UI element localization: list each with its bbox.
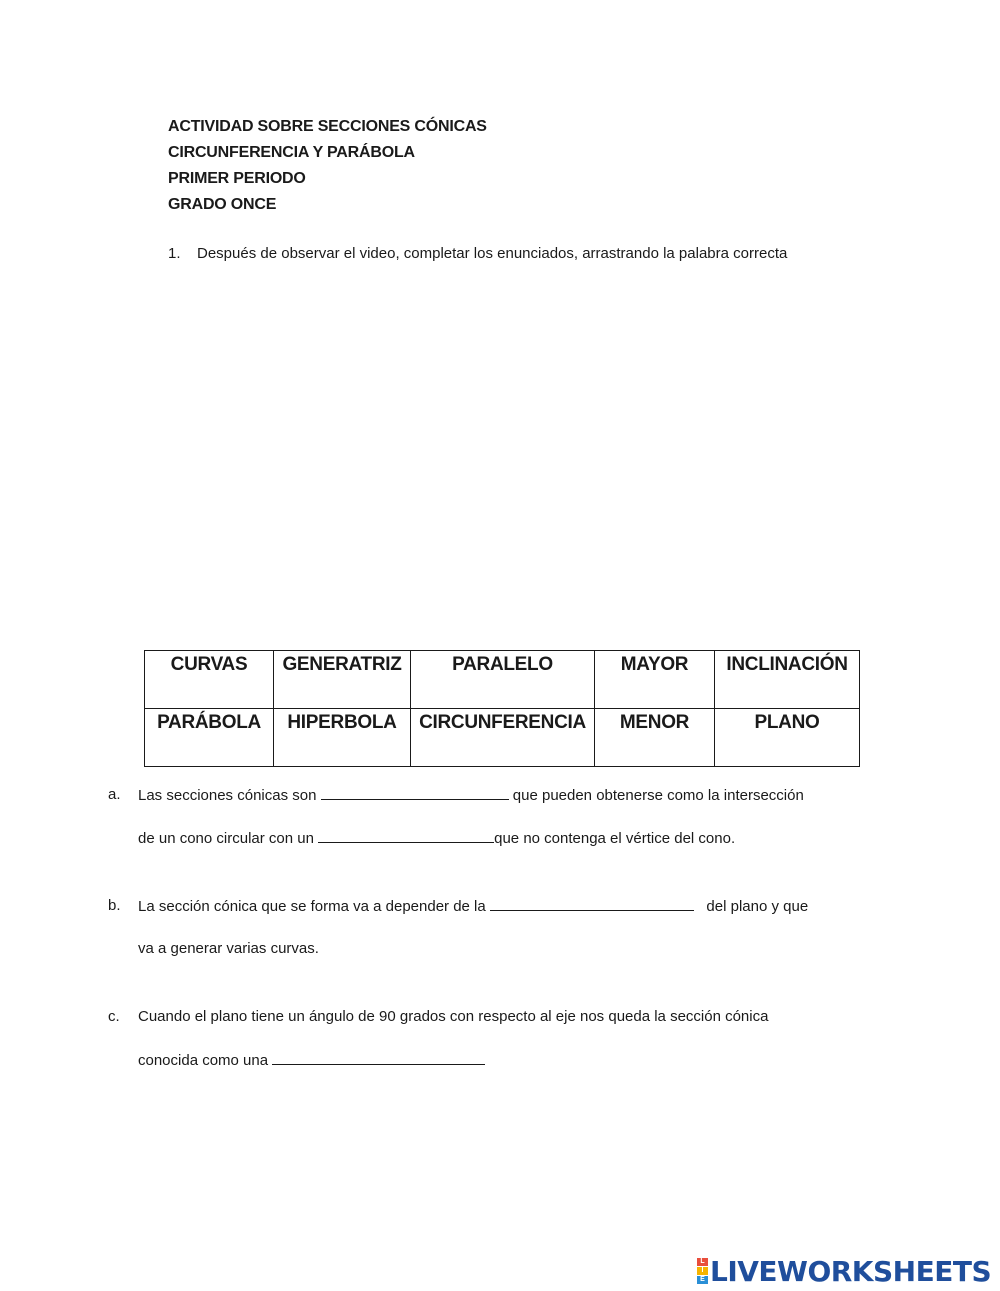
logo-text: LIVEWORKSHEETS — [710, 1254, 992, 1288]
question-a-line2 — [138, 828, 735, 849]
logo-box-letter: E — [697, 1276, 708, 1284]
answer-blank-b[interactable] — [490, 896, 694, 911]
answer-blank-c[interactable] — [272, 1050, 485, 1065]
word-plano[interactable]: PLANO — [715, 709, 860, 767]
word-circunferencia[interactable]: CIRCUNFERENCIA — [411, 709, 595, 767]
question-a-text: que pueden obtenerse como la intersección — [512, 787, 804, 804]
question-c-line1: Cuando el plano tiene un ángulo de 90 grados con respecto al eje nos queda la sección cónica — [138, 1008, 769, 1025]
word-parabola[interactable]: PARÁBOLA — [145, 709, 274, 767]
word-mayor[interactable]: MAYOR — [595, 651, 715, 709]
logo-box-letter: I — [697, 1267, 708, 1275]
question-c-line2 — [138, 1050, 485, 1071]
word-menor[interactable]: MENOR — [595, 709, 715, 767]
word-paralelo[interactable]: PARALELO — [411, 651, 595, 709]
word-bank-table — [144, 650, 860, 767]
logo-icon — [697, 1258, 708, 1285]
answer-blank-a2[interactable] — [318, 828, 494, 843]
word-inclinacion[interactable]: INCLINACIÓN — [715, 651, 860, 709]
word-curvas[interactable]: CURVAS — [145, 651, 274, 709]
question-a-text: de un cono circular con un — [138, 830, 314, 847]
header-topic: CIRCUNFERENCIA Y PARÁBOLA — [168, 144, 415, 161]
header-grade: GRADO ONCE — [168, 196, 277, 213]
question-b — [108, 896, 809, 957]
question-b-text: La sección cónica que se forma va a depender de la — [138, 898, 486, 915]
word-bank-row — [145, 651, 860, 709]
question-c-letter: c. — [108, 1008, 120, 1025]
question-a-text: que no contenga el vértice del cono. — [494, 830, 736, 847]
instruction-text: Después de observar el video, completar los enunciados, arrastrando la palabra correcta — [197, 245, 788, 262]
logo-box-letter: L — [697, 1258, 708, 1266]
instruction — [168, 244, 787, 264]
question-c — [108, 1007, 769, 1069]
question-a-line1 — [138, 785, 804, 806]
question-b-line2: va a generar varias curvas. — [138, 940, 319, 957]
question-b-letter: b. — [108, 897, 121, 914]
question-a-letter: a. — [108, 786, 121, 803]
word-hiperbola[interactable]: HIPERBOLA — [274, 709, 411, 767]
question-a — [108, 785, 804, 847]
question-b-text: del plano y que — [706, 898, 809, 915]
worksheet-header — [168, 117, 487, 221]
question-b-line1 — [138, 896, 808, 917]
answer-blank-a1[interactable] — [321, 785, 509, 800]
liveworksheets-logo — [697, 1254, 991, 1288]
question-c-text: conocida como una — [138, 1052, 269, 1069]
header-period: PRIMER PERIODO — [168, 170, 306, 187]
instruction-number: 1. — [168, 245, 181, 262]
word-generatriz[interactable]: GENERATRIZ — [274, 651, 411, 709]
question-a-text: Las secciones cónicas son — [138, 787, 317, 804]
word-bank-row — [145, 709, 860, 767]
header-title: ACTIVIDAD SOBRE SECCIONES CÓNICAS — [168, 118, 487, 135]
